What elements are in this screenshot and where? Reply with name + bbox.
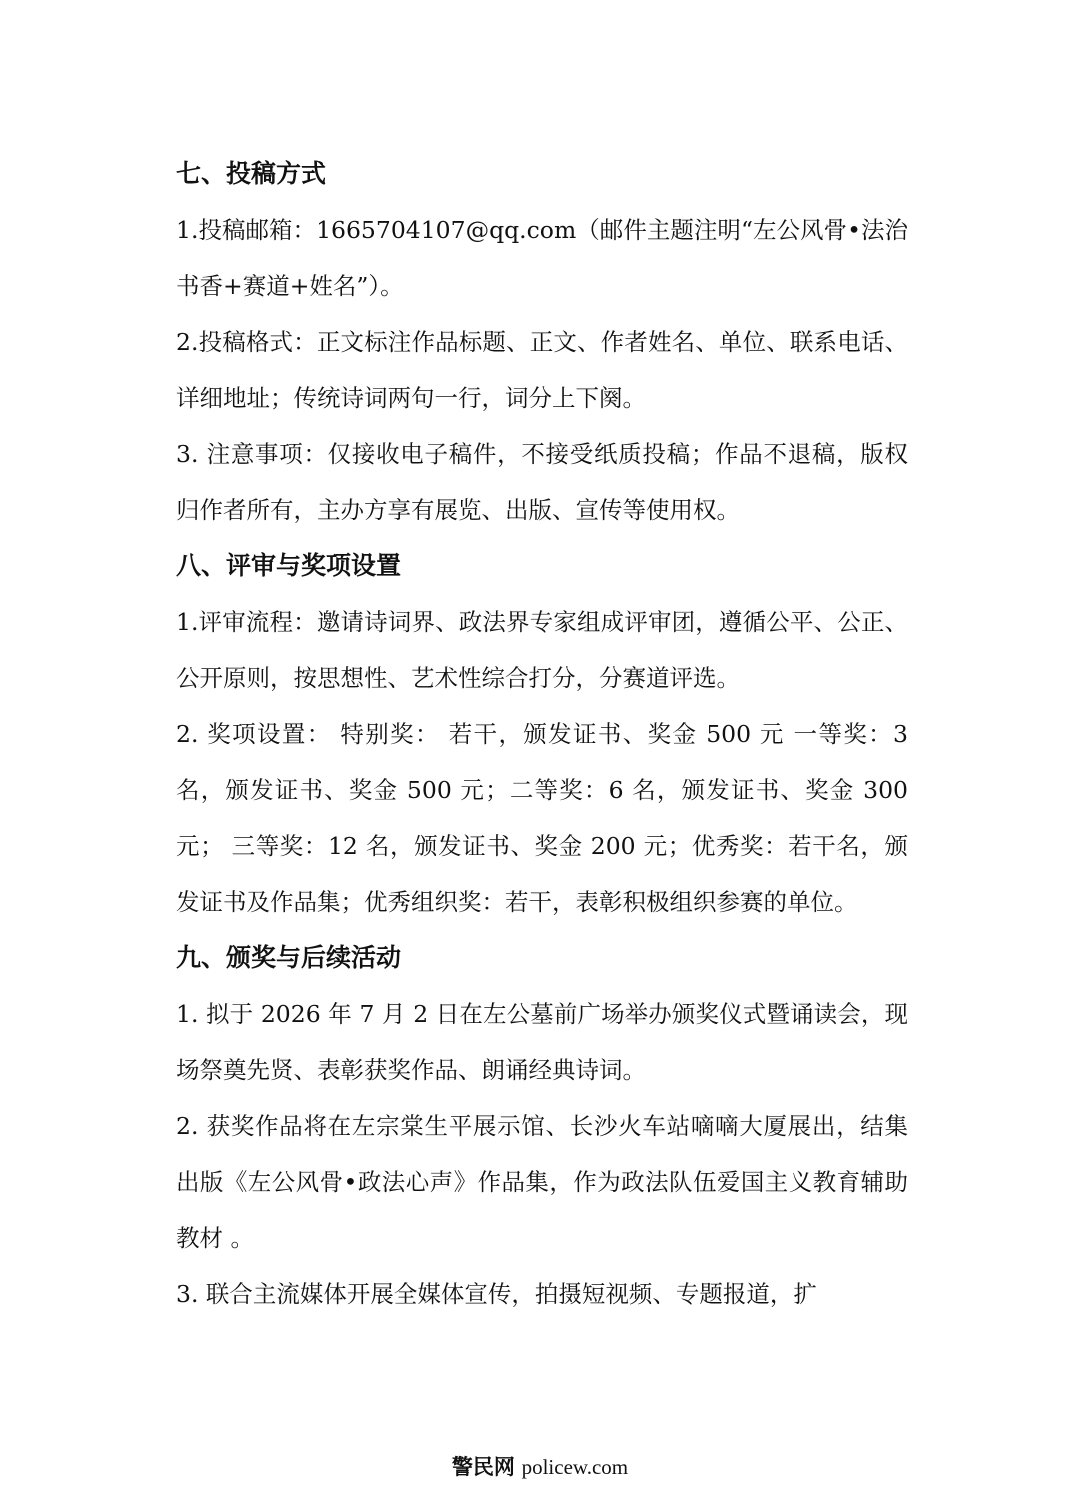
section-heading-ceremony: 九、颁奖与后续活动	[176, 943, 402, 972]
submission-format-paragraph: 2.投稿格式：正文标注作品标题、正文、作者姓名、单位、联系电话、详细地址；传统诗词两句一行，词分上下阕。	[176, 328, 908, 412]
footer-brand: 警民网	[451, 1455, 515, 1479]
footer-domain: policew.com	[521, 1455, 629, 1479]
submission-email-paragraph: 1.投稿邮箱：1665704107@qq.com（邮件主题注明“左公风骨•法治书香+赛道+姓名”）。	[176, 216, 908, 300]
ceremony-paragraph: 1. 拟于 2026 年 7 月 2 日在左公墓前广场举办颁奖仪式暨诵读会，现场祭奠先贤、表彰获奖作品、朗诵经典诗词。	[176, 1000, 908, 1084]
page-footer	[0, 1452, 1080, 1482]
submission-notes-paragraph: 3. 注意事项：仅接收电子稿件，不接受纸质投稿；作品不退稿，版权归作者所有，主办方享有展览、出版、宣传等使用权。	[176, 440, 908, 524]
exhibition-paragraph: 2. 获奖作品将在左宗棠生平展示馆、长沙火车站嘀嘀大厦展出，结集出版《左公风骨•政法心声》作品集，作为政法队伍爱国主义教育辅助教材 。	[176, 1112, 908, 1252]
media-paragraph: 3. 联合主流媒体开展全媒体宣传，拍摄短视频、专题报道，扩	[176, 1280, 817, 1308]
section-heading-submission: 七、投稿方式	[176, 159, 327, 188]
review-process-paragraph: 1.评审流程：邀请诗词界、政法界专家组成评审团，遵循公平、公正、公开原则，按思想性、艺术性综合打分，分赛道评选。	[176, 608, 908, 692]
section-heading-review-awards: 八、评审与奖项设置	[176, 551, 402, 580]
document-body	[176, 146, 908, 1322]
awards-setting-paragraph: 2. 奖项设置： 特别奖： 若干，颁发证书、奖金 500 元 一等奖：3 名，颁发证书、奖金 500 元；二等奖：6 名，颁发证书、奖金 300 元； 三等奖：12 名，颁发证书、奖金 200 元；优秀奖：若干名，颁发证书及作品集；优秀组织奖：若干，表彰积极组织参赛的单位。	[176, 720, 908, 916]
